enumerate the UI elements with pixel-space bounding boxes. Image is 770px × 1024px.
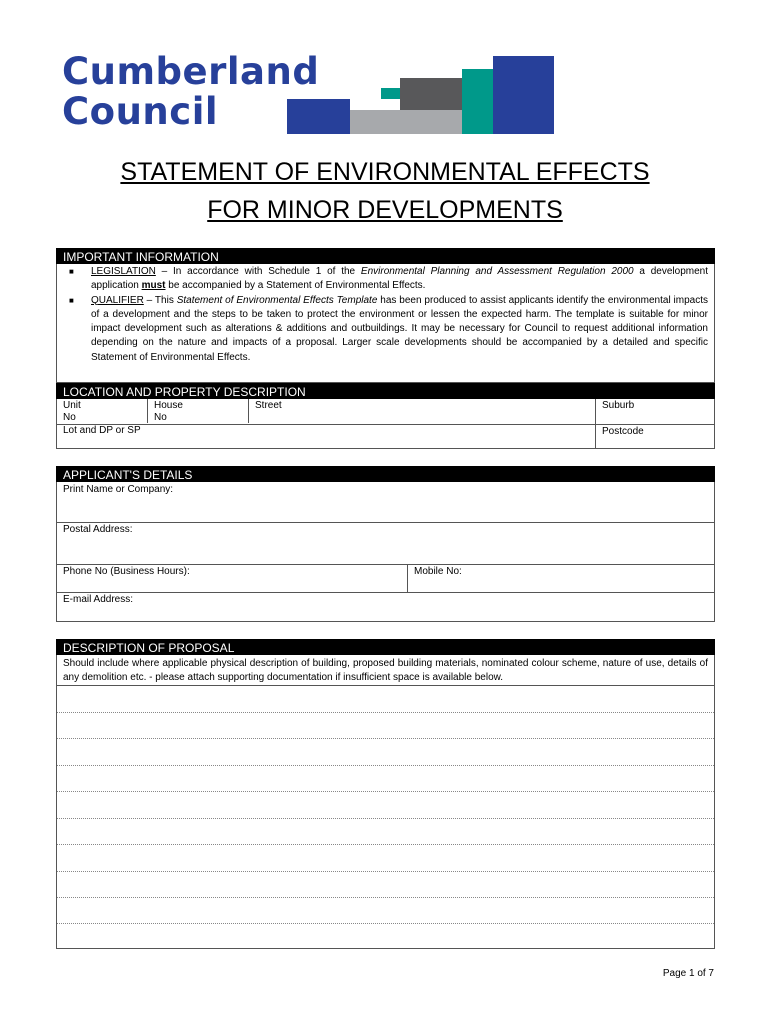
- writing-line: [57, 897, 714, 898]
- divider: [57, 592, 714, 593]
- section-heading: IMPORTANT INFORMATION: [56, 248, 715, 264]
- qualifier-item: [57, 294, 714, 365]
- form-title-line-2: FOR MINOR DEVELOPMENTS: [207, 196, 563, 224]
- qualifier-label: QUALIFIER: [91, 294, 144, 306]
- divider: [147, 399, 148, 423]
- location-section: [56, 383, 715, 449]
- house-no-field[interactable]: House No: [154, 400, 183, 423]
- postcode-field[interactable]: Postcode: [602, 426, 644, 437]
- legislation-text-c: be accompanied by a Statement of Environmental Effects.: [165, 280, 426, 292]
- bullet-icon: ■: [69, 295, 74, 305]
- writing-line: [57, 844, 714, 845]
- legislation-item: [57, 265, 714, 294]
- divider: [57, 522, 714, 523]
- divider: [248, 399, 249, 423]
- must-emphasis: must: [141, 280, 166, 292]
- legislation-text-a: – In accordance with Schedule 1 of the: [155, 266, 361, 277]
- postal-address-field[interactable]: Postal Address:: [63, 524, 133, 535]
- legislation-label: LEGISLATION: [91, 266, 156, 277]
- divider: [407, 564, 408, 592]
- logo-line-1: Cumberland: [62, 50, 320, 93]
- mobile-field[interactable]: Mobile No:: [414, 566, 462, 577]
- logo-light-gray-block: [350, 110, 462, 134]
- section-heading: LOCATION AND PROPERTY DESCRIPTION: [56, 383, 715, 399]
- logo-blue-tall-block: [493, 56, 554, 134]
- important-information-section: [56, 248, 715, 383]
- writing-line: [57, 765, 714, 766]
- divider: [595, 399, 596, 448]
- logo-dark-gray-block: [400, 78, 462, 110]
- divider: [57, 685, 714, 686]
- logo-small-teal-block: [381, 88, 400, 99]
- lot-dp-field[interactable]: Lot and DP or SP: [63, 425, 141, 436]
- writing-line: [57, 923, 714, 924]
- writing-line: [57, 871, 714, 872]
- section-heading: DESCRIPTION OF PROPOSAL: [56, 639, 715, 655]
- form-title-line-1: STATEMENT OF ENVIRONMENTAL EFFECTS: [120, 158, 650, 186]
- proposal-section: [56, 639, 715, 949]
- important-information-box: [56, 264, 715, 383]
- council-logo-text: [62, 52, 319, 132]
- phone-field[interactable]: Phone No (Business Hours):: [63, 566, 190, 577]
- unit-no-field[interactable]: Unit No: [63, 400, 81, 423]
- suburb-field[interactable]: Suburb: [602, 400, 635, 411]
- bullet-icon: ■: [69, 267, 74, 276]
- legislation-text-b: a development application: [91, 266, 708, 292]
- writing-line: [57, 818, 714, 819]
- street-field[interactable]: Street: [255, 400, 282, 411]
- template-name: Statement of Environmental Effects Template: [176, 294, 378, 306]
- location-fields: [56, 399, 715, 449]
- writing-line: [57, 791, 714, 792]
- logo-line-2: Council: [62, 90, 219, 133]
- qualifier-text-a: – This: [143, 294, 177, 306]
- applicant-fields: [56, 482, 715, 622]
- regulation-name: Environmental Planning and Assessment Regulation 2000: [360, 266, 634, 277]
- logo-teal-block: [462, 69, 493, 134]
- proposal-instruction: Should include where applicable physical description of building, proposed building materials, nominated colour scheme, nature of use, details of any demolition etc. - please attach supporting documentation if insufficient space is available below.: [63, 658, 708, 683]
- print-name-field[interactable]: Print Name or Company:: [63, 484, 174, 495]
- applicant-section: [56, 466, 715, 622]
- divider: [57, 564, 714, 565]
- page-number: Page 1 of 7: [662, 968, 714, 979]
- divider: [57, 424, 714, 425]
- section-heading: APPLICANT'S DETAILS: [56, 466, 715, 482]
- writing-line: [57, 712, 714, 713]
- proposal-box[interactable]: [56, 655, 715, 949]
- qualifier-text-b: has been produced to assist applicants identify the environmental impacts of a development and the steps to be taken to protect the environment or lessen the expected harm. The template is suitable for minor impact development such as alterations & additions and outbuildings. It may be necessary for Council to request additional information depending on the nature and impacts of a proposal. Larger scale developments should be accompanied by a detailed and specific Statement of Environmental Effects.: [91, 294, 708, 363]
- writing-line: [57, 738, 714, 739]
- email-field[interactable]: E-mail Address:: [63, 594, 134, 605]
